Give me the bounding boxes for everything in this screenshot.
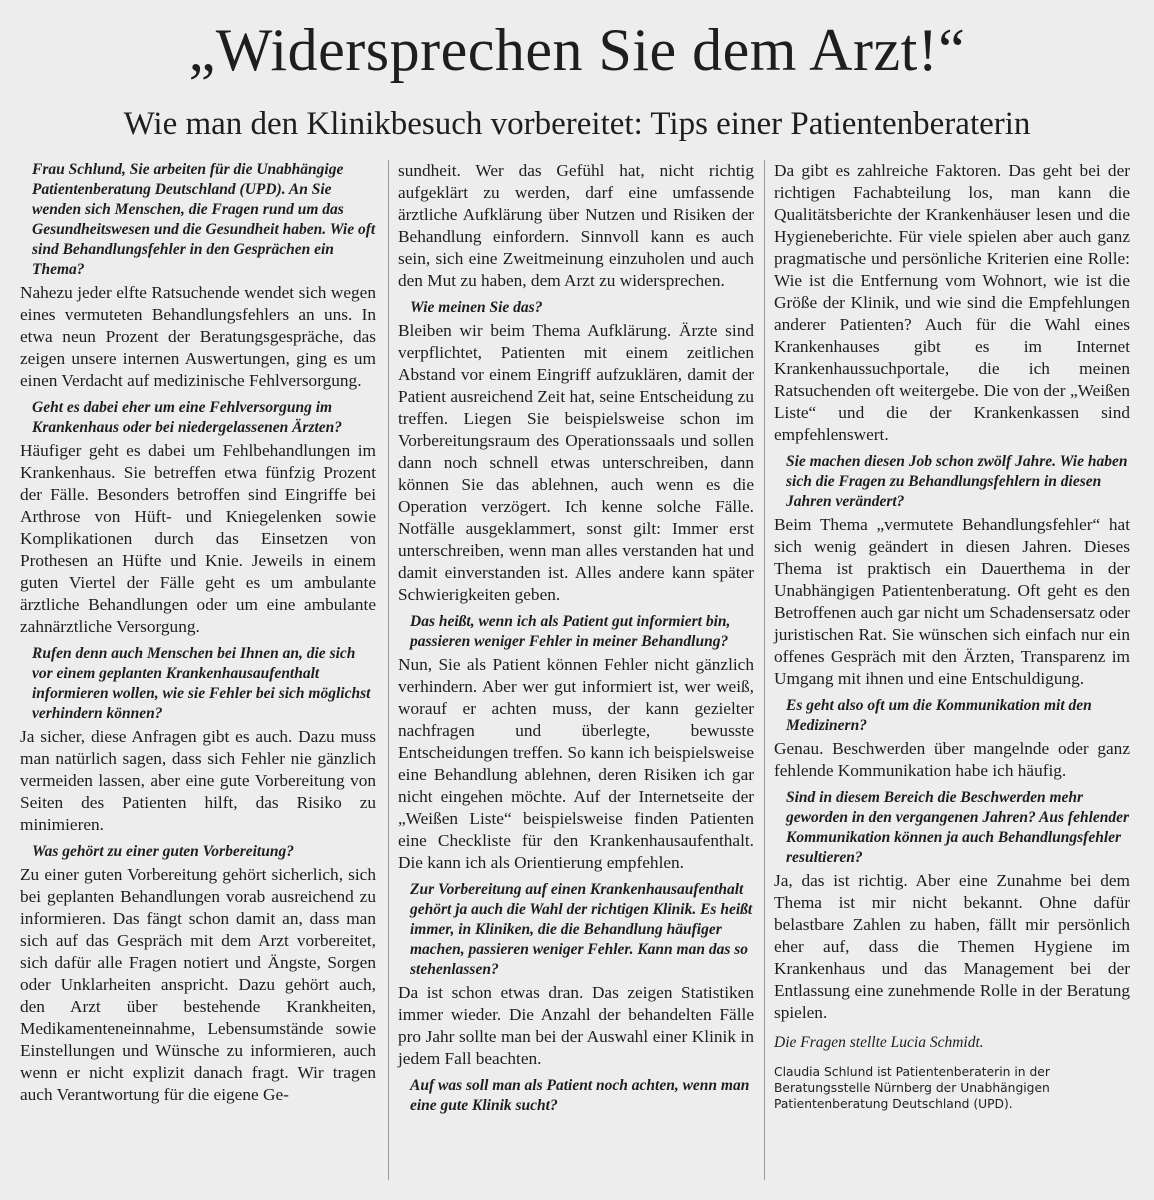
interview-question: Geht es dabei eher um eine Fehlversorgung im Krankenhaus oder bei niedergelassenen Ärzten? [32,399,343,436]
subheadline: Wie man den Klinikbesuch vorbereitet: Tips einer Patientenberaterin [123,106,1031,142]
interview-answer: Häufiger geht es dabei um Fehlbehandlungen im Krankenhaus. Sie betreffen etwa fünfzig Prozent der Fälle. Besonders betroffen sind Eingriffe bei Arthrose von Hüft- und Kniegelenken sowie Komplikationen durch das Einsetzen von Prothesen an Hüfte und Knie. Jeweils in einem guten Viertel der Fälle geht es um ambulante ärztliche Behandlungen oder um eine ambulante zahnärztliche Versorgung. [20,441,376,636]
interview-question: Was gehört zu einer guten Vorbereitung? [32,843,294,860]
headline: „Widersprechen Sie dem Arzt!“ [188,17,966,83]
interview-answer: Ja sicher, diese Anfragen gibt es auch. Dazu muss man natürlich sagen, dass sich Fehler nie gänzlich vermeiden lassen, aber eine gute Vorbereitung von Seiten des Patienten hilft, das Risiko zu minimieren. [20,727,376,834]
interview-question: Auf was soll man als Patient noch achten, wenn man eine gute Klinik sucht? [410,1077,750,1114]
interview-answer: Nun, Sie als Patient können Fehler nicht gänzlich verhindern. Aber wer gut informiert ist, wer weiß, worauf er achten muss, der kann gezielter nachfragen und überlegte, bewusste Entscheidungen treffen. So kann ich beispielsweise eine Behandlung ablehnen, deren Risiken ich gar nicht eingehen möchte. Auf der Internetseite der „Weißen Liste“ beispielsweise finden Patienten eine Checkliste für den Krankenhausaufenthalt. Die kann ich als Orientierung empfehlen. [398,655,754,872]
interview-answer: Nahezu jeder elfte Ratsuchende wendet sich wegen eines vermuteten Behandlungsfehlers an uns. In etwa neun Prozent der Beratungsgespräche, das zeigen unsere internen Auswertungen, ging es um einen Verdacht auf medizinische Fehlversorgung. [20,283,376,390]
interview-question: Rufen denn auch Menschen bei Ihnen an, die sich vor einem geplanten Krankenhausaufenthalt informieren wollen, wie sie Fehler bei sich möglichst verhindern können? [32,645,371,722]
interview-answer: Da gibt es zahlreiche Faktoren. Das geht bei der richtigen Fachabteilung los, man kann die Qualitätsberichte der Krankenhäuser lesen und die Hygieneberichte. Für viele spielen aber auch ganz pragmatische und persönliche Kriterien eine Rolle: Wie ist die Entfernung vom Wohnort, wie ist die Größe der Klinik, und wie sind die Empfehlungen anderer Patienten? Auch für die Wahl eines Krankenhauses gibt es im Internet Krankenhaussuchportale, die ich meinen Ratsuchenden oft weitergebe. Die von der „Weißen Liste“ und die der Krankenkassen sind empfehlenswert. [774,161,1130,444]
interview-answer: Bleiben wir beim Thema Aufklärung. Ärzte sind verpflichtet, Patienten mit einem zeitlichen Abstand vor einem Eingriff aufzuklären, damit der Patient ausreichend Zeit hat, seine Entscheidung zu treffen. Liegen Sie beispielsweise schon im Vorbereitungsraum des Operationssaals und sollen dann noch schnell etwas unterschreiben, dann können Sie das ablehnen, auch wenn es die Operation verzögert. Ich kenne solche Fälle. Notfälle ausgeklammert, sonst gilt: Immer erst unterschreiben, wenn man alles verstanden hat und damit einverstanden ist. Alles andere kann später Schwierigkeiten geben. [398,321,754,604]
column-1 [20,160,376,1112]
interview-answer: sundheit. Wer das Gefühl hat, nicht richtig aufgeklärt zu werden, darf eine umfassende ärztliche Aufklärung über Nutzen und Risiken der Behandlung einfordern. Sinnvoll kann es auch sein, sich eine Zweitmeinung einzuholen und auch den Mut zu haben, dem Arzt zu widersprechen. [398,161,754,290]
interview-answer: Beim Thema „vermutete Behandlungsfehler“ hat sich wenig geändert in diesen Jahren. Dieses Thema ist praktisch ein Dauerthema in der Unabhängigen Patientenberatung. Oft geht es den Betroffenen auch gar nicht um Schadensersatz oder juristischen Rat. Sie wünschen sich einfach nur ein offenes Gespräch mit den Ärzten, Transparenz im Umgang mit ihnen und eine Entschuldigung. [774,515,1130,688]
interview-question: Frau Schlund, Sie arbeiten für die Unabhängige Patientenberatung Deutschland (UPD). An Sie wenden sich Menschen, die Fragen rund um das Gesundheitswesen und die Gesundheit haben. Wie oft sind Behandlungsfehler in den Gesprächen ein Thema? [32,161,376,278]
interview-question: Sie machen diesen Job schon zwölf Jahre. Wie haben sich die Fragen zu Behandlungsfehlern in diesen Jahren verändert? [786,453,1128,510]
interviewee-bio: Claudia Schlund ist Patientenberaterin in der Beratungsstelle Nürnberg der Unabhängigen Patientenberatung Deutschland (UPD). [774,1065,1050,1111]
interview-answer: Ja, das ist richtig. Aber eine Zunahme bei dem Thema ist mir nicht bekannt. Ohne dafür belastbare Zahlen zu haben, fällt mir persönlich eher auf, dass die Themen Hygiene im Krankenhaus und das Management bei der Entlassung eine zunehmende Rolle in der Beratung spielen. [774,871,1130,1022]
interview-answer: Zu einer guten Vorbereitung gehört sicherlich, sich bei geplanten Behandlungen vorab ausreichend zu informieren. Das fängt schon damit an, dass man sich auf das Gespräch mit dem Arzt vorbereitet, sich dafür alle Fragen notiert und Ängste, Sorgen oder Unklarheiten anspricht. Dazu gehört auch, den Arzt über bestehende Krankheiten, Medikamenteneinnahme, Lebensumstände sowie Einstellungen und Wünsche zu informieren, auch wenn er nicht explizit danach fragt. Wir tragen auch Verantwortung für die eigene Ge- [20,865,376,1104]
interview-question: Sind in diesem Bereich die Beschwerden mehr geworden in den vergangenen Jahren? Aus fehlender Kommunikation können ja auch Behandlungsfehler resultieren? [786,789,1130,866]
interviewer-credit: Die Fragen stellte Lucia Schmidt. [774,1034,984,1051]
interview-question: Wie meinen Sie das? [410,299,543,316]
interview-question: Es geht also oft um die Kommunikation mit den Medizinern? [786,697,1092,734]
column-rule [764,160,765,1180]
interview-answer: Genau. Beschwerden über mangelnde oder ganz fehlende Kommunikation habe ich häufig. [774,739,1130,780]
interview-answer: Da ist schon etwas dran. Das zeigen Statistiken immer wieder. Die Anzahl der behandelten Fälle pro Jahr sollte man bei der Auswahl einer Klinik in jedem Fall beachten. [398,983,754,1068]
column-2 [398,160,754,1118]
column-rule [388,160,389,1180]
column-3 [774,160,1130,1112]
interview-question: Zur Vorbereitung auf einen Krankenhausaufenthalt gehört ja auch die Wahl der richtigen Klinik. Es heißt immer, in Kliniken, die die Behandlung häufiger machen, passieren weniger Fehler. Kann man das so stehenlassen? [410,881,753,978]
interview-question: Das heißt, wenn ich als Patient gut informiert bin, passieren weniger Fehler in meiner Behandlung? [410,613,731,650]
column-3-blocks [774,160,1130,1024]
